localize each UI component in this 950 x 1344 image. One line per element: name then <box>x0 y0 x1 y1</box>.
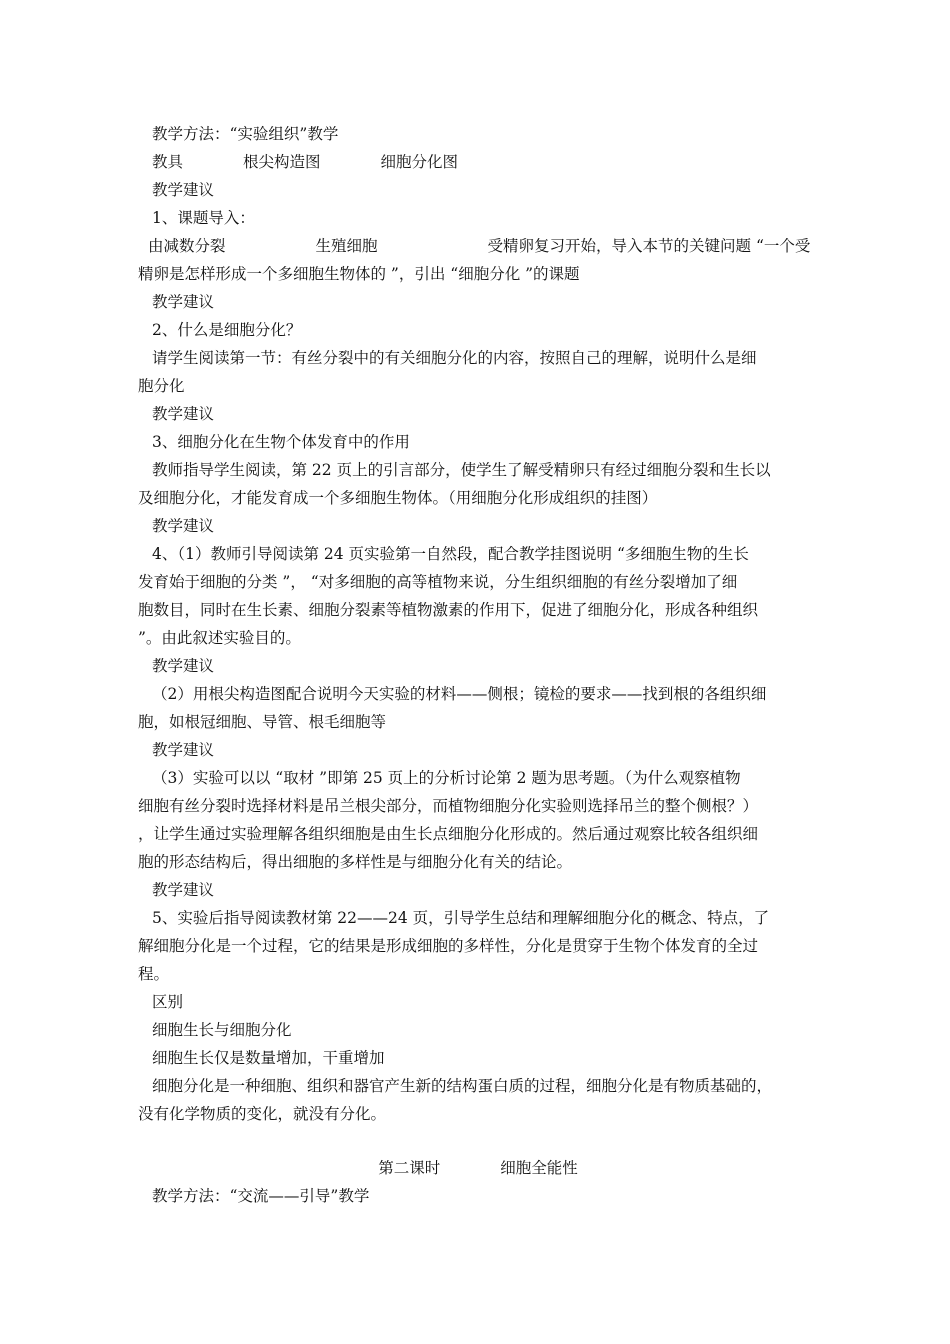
suggestion-heading: 教学建议 <box>152 517 215 535</box>
step-2-text-cont: 胞分化 <box>138 377 185 395</box>
step-4-3-text-cont: ，让学生通过实验理解各组织细胞是由生长点细胞分化形成的。然后通过观察比较各组织细 <box>138 825 759 843</box>
step-5-text-cont: 程。 <box>138 965 170 983</box>
step-3-text: 教师指导学生阅读，第 22 页上的引言部分，使学生了解受精卵只有经过细胞分裂和生长以 <box>152 461 771 479</box>
suggestion-heading: 教学建议 <box>152 293 215 311</box>
step-4-text: 4、（1）教师引导阅读第 24 页实验第一自然段，配合教学挂图说明 “多细胞生物的生长 <box>152 545 749 563</box>
difference-subject: 细胞生长与细胞分化 <box>152 1021 292 1039</box>
step-2-heading: 2、什么是细胞分化？ <box>152 321 302 339</box>
step-1-text-cont: 精卵是怎样形成一个多细胞生物体的 ”，引出 “细胞分化 ”的课题 <box>138 265 580 283</box>
step-4-3-text-cont: 细胞有丝分裂时选择材料是吊兰根尖部分，而植物细胞分化实验则选择吊兰的整个侧根？） <box>138 797 759 815</box>
suggestion-heading: 教学建议 <box>152 181 215 199</box>
suggestion-heading: 教学建议 <box>152 881 215 899</box>
step-5-text: 5、实验后指导阅读教材第 22——24 页，引导学生总结和理解细胞分化的概念、特点，了 <box>152 909 770 927</box>
step-3-heading: 3、细胞分化在生物个体发育中的作用 <box>152 433 410 451</box>
step-4-text-cont: ”。由此叙述实验目的。 <box>138 629 301 647</box>
step-4-3-text: （3）实验可以以 “取材 ”即第 25 页上的分析讨论第 2 题为思考题。（为什么观察植物 <box>152 769 741 787</box>
difference-heading: 区别 <box>152 993 184 1011</box>
second-lesson-title <box>138 1154 818 1182</box>
teaching-method-line-2: 教学方法：“交流——引导”教学 <box>152 1187 370 1205</box>
step-4-3-text-cont: 胞的形态结构后，得出细胞的多样性是与细胞分化有关的结论。 <box>138 853 573 871</box>
lesson-topic: 细胞全能性 <box>500 1159 578 1177</box>
step-2-text: 请学生阅读第一节：有丝分裂中的有关细胞分化的内容，按照自己的理解，说明什么是细 <box>152 349 757 367</box>
step-4-2-text-cont: 胞，如根冠细胞、导管、根毛细胞等 <box>138 713 387 731</box>
step-5-text-cont: 解细胞分化是一个过程，它的结果是形成细胞的多样性，分化是贯穿于生物个体发育的全过 <box>138 937 759 955</box>
cell-growth-definition: 细胞生长仅是数量增加，干重增加 <box>152 1049 385 1067</box>
step-1-heading: 1、课题导入： <box>152 209 255 227</box>
step-4-text-cont: 发育始于细胞的分类 ”， “对多细胞的高等植物来说，分生组织细胞的有丝分裂增加了细 <box>138 573 738 591</box>
suggestion-heading: 教学建议 <box>152 405 215 423</box>
cell-differentiation-definition-cont: 没有化学物质的变化，就没有分化。 <box>138 1105 387 1123</box>
teaching-method-line: 教学方法：“实验组织”教学 <box>152 125 339 143</box>
cell-differentiation-definition: 细胞分化是一种细胞、组织和器官产生新的结构蛋白质的过程，细胞分化是有物质基础的， <box>152 1077 773 1095</box>
aid-cell-differentiation-diagram: 细胞分化图 <box>380 153 459 171</box>
step-1-text: 由减数分裂 生殖细胞 受精卵复习开始，导入本节的关键问题 “一个受 <box>148 237 811 255</box>
step-4-2-text: （2）用根尖构造图配合说明今天实验的材料——侧根；镜检的要求——找到根的各组织细 <box>152 685 767 703</box>
aid-root-tip-diagram: 根尖构造图 <box>243 153 321 171</box>
teaching-aids-line <box>138 148 818 176</box>
suggestion-heading: 教学建议 <box>152 657 215 675</box>
document-body <box>138 120 818 1210</box>
step-3-text-cont: 及细胞分化，才能发育成一个多细胞生物体。（用细胞分化形成组织的挂图） <box>138 489 658 507</box>
suggestion-heading: 教学建议 <box>152 741 215 759</box>
step-4-text-cont: 胞数目，同时在生长素、细胞分裂素等植物激素的作用下，促进了细胞分化，形成各种组织 <box>138 601 759 619</box>
lesson-number: 第二课时 <box>378 1159 441 1177</box>
aids-label: 教具 <box>152 153 184 171</box>
